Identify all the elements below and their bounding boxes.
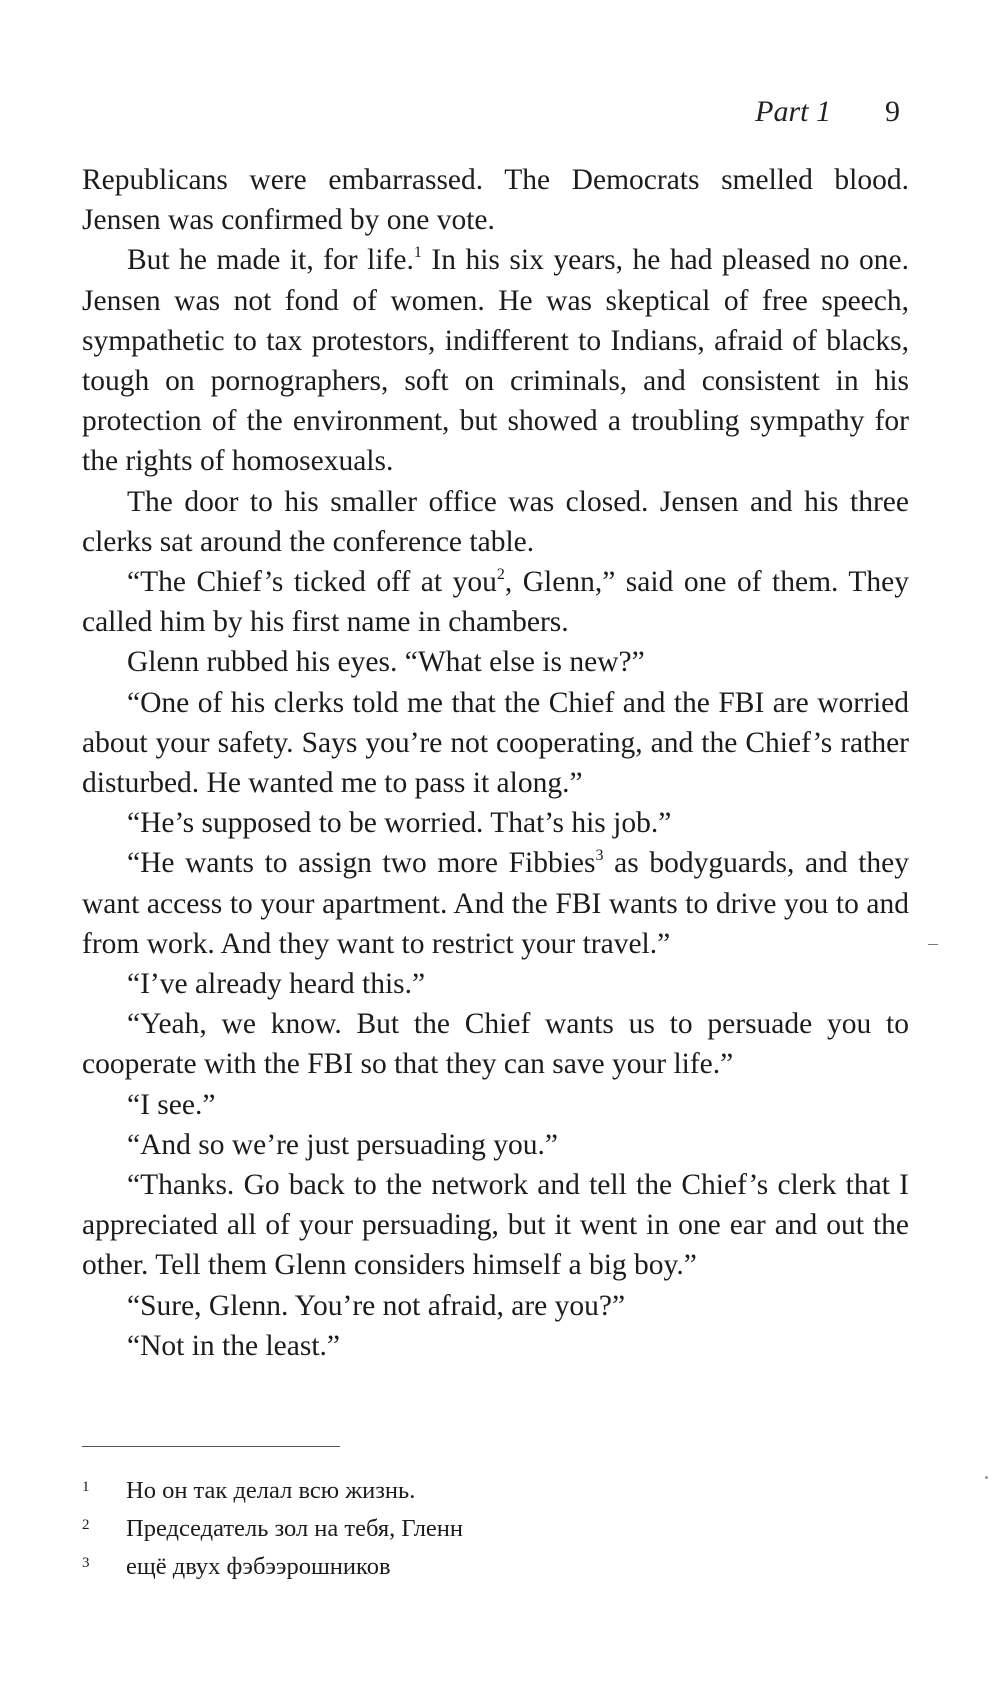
paragraph (82, 1165, 909, 1286)
part-label: Part 1 (755, 95, 831, 128)
paragraph-text: “And so we’re just persuading you.” (127, 1128, 558, 1161)
paragraph (82, 562, 909, 642)
paragraph (82, 160, 909, 240)
paragraph (82, 843, 909, 964)
paragraph (82, 1286, 909, 1326)
paragraph (82, 1326, 909, 1366)
footnote-ref: 3 (595, 847, 604, 865)
paragraph-text: “He’s supposed to be worried. That’s his job.” (127, 807, 672, 840)
paragraph-text: But he made it, for life. (127, 244, 414, 277)
paragraph-text: “The Chief’s ticked off at you (127, 566, 497, 599)
paragraph-text: “Not in the least.” (127, 1329, 340, 1362)
paragraph (82, 964, 909, 1004)
footnote-text: ещё двух фэбээрошников (126, 1553, 391, 1580)
paragraph-text: “I see.” (127, 1088, 216, 1121)
paragraph-text: , Glenn,” said one of them. They called him by his first name in chambers. (82, 566, 909, 639)
footnote-text: Но он так делал всю жизнь. (126, 1477, 416, 1504)
paragraph-text: “I’ve already heard this.” (127, 968, 426, 1001)
footnote (82, 1472, 782, 1510)
margin-speck (985, 1476, 988, 1479)
footnote (82, 1548, 782, 1586)
paragraph (82, 803, 909, 843)
paragraph-text: as bodyguards, and they want access to your apartment. And the FBI wants to drive you to and from work. And they want to restrict your travel.” (82, 847, 910, 960)
margin-mark (928, 944, 938, 945)
running-head (755, 92, 900, 132)
footnote-mark: 1 (82, 1479, 90, 1495)
paragraph-text: “Thanks. Go back to the network and tell the Chief’s clerk that I appreciated all of your persuading, but it went in one ear and out the other. Tell them Glenn considers himself a big boy.” (82, 1169, 909, 1282)
paragraph (82, 1125, 909, 1165)
footnote-rule (82, 1446, 340, 1447)
paragraph (82, 482, 909, 562)
paragraph-text: The door to his smaller office was closed. Jensen and his three clerks sat around the conference table. (82, 485, 909, 558)
paragraph (82, 240, 909, 481)
paragraph-text: “Yeah, we know. But the Chief wants us to persuade you to cooperate with the FBI so that they can save your life.” (82, 1008, 909, 1081)
footnotes (82, 1472, 782, 1586)
paragraph-text: “One of his clerks told me that the Chief and the FBI are worried about your safety. Says you’re not cooperating, and the Chief’s rather disturbed. He wanted me to pass it along.” (82, 686, 909, 800)
body-text (82, 160, 909, 1366)
paragraph (82, 1004, 909, 1084)
paragraph-text: “Sure, Glenn. You’re not afraid, are you?” (127, 1289, 626, 1322)
footnote-mark: 3 (82, 1555, 90, 1571)
paragraph (82, 683, 909, 804)
paragraph-text: “He wants to assign two more Fibbies (127, 847, 596, 880)
paragraph-text: Republicans were embarrassed. The Democrats smelled blood. Jensen was confirmed by one vote. (82, 164, 909, 237)
paragraph-text: Glenn rubbed his eyes. “What else is new?” (127, 646, 645, 679)
footnote-ref: 1 (413, 244, 422, 262)
footnote-text: Председатель зол на тебя, Гленн (126, 1515, 464, 1542)
footnote (82, 1510, 782, 1548)
paragraph (82, 1085, 909, 1125)
footnote-mark: 2 (82, 1517, 90, 1533)
paragraph-text: In his six years, he had pleased no one. Jensen was not fond of women. He was skeptical of free speech, sympathetic to tax protestors, indifferent to Indians, afraid of blacks, tough on pornographers, soft on criminals, and consistent in his protection of the environment, but showed a troubling sympathy for the rights of homosexuals. (82, 244, 909, 478)
page-number: 9 (885, 95, 900, 128)
footnote-ref: 2 (496, 566, 505, 584)
paragraph (82, 642, 909, 682)
